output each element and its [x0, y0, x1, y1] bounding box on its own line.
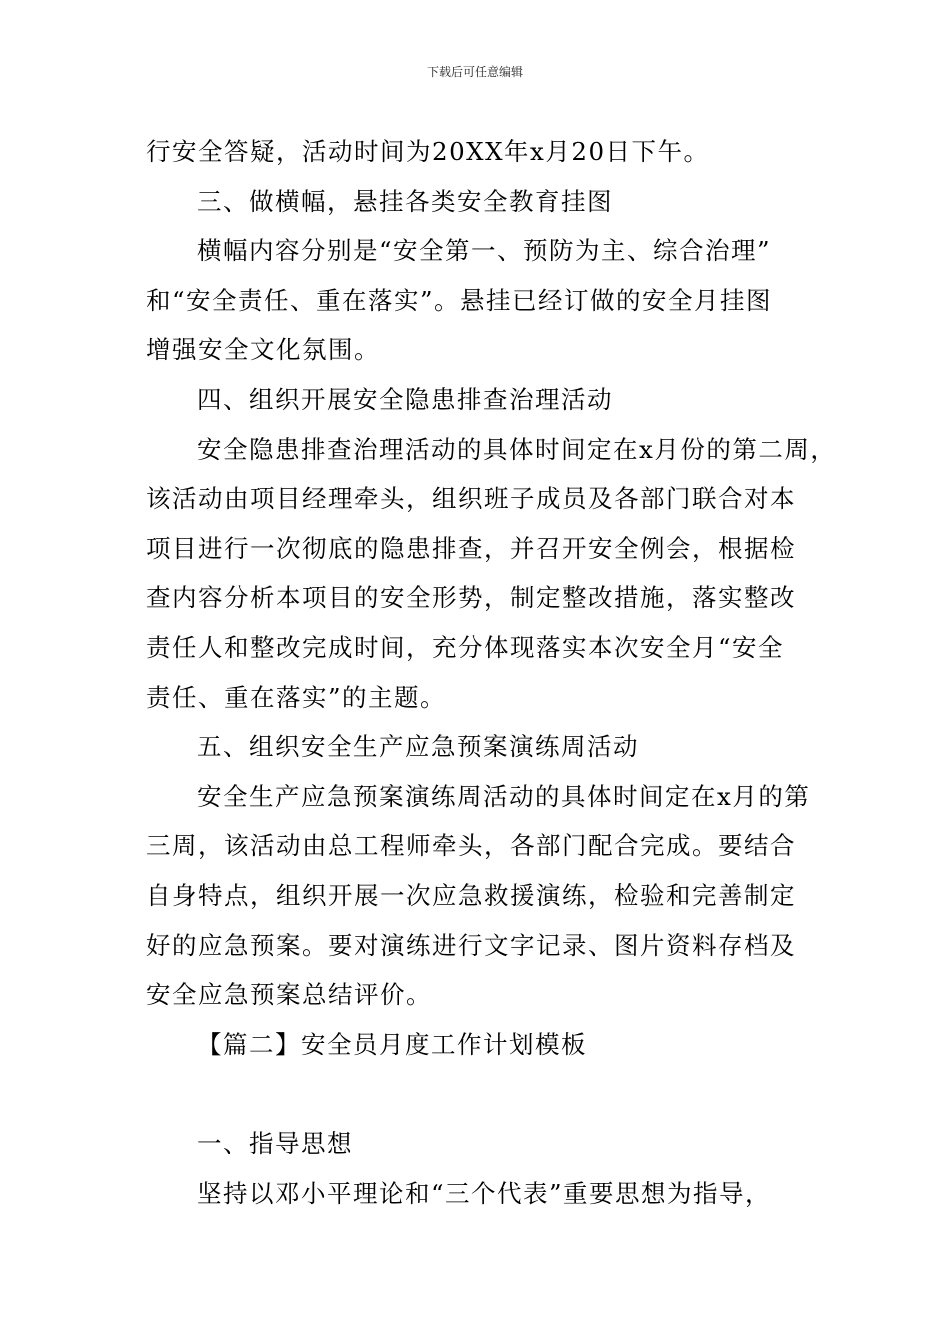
- document-body: [146, 127, 837, 1218]
- paragraph-start: 横幅内容分别是“安全第一、预防为主、综合治理”: [197, 236, 772, 266]
- text-line: 好的应急预案。要对演练进行文字记录、图片资料存档及: [146, 930, 796, 960]
- text-line: 自身特点，组织开展一次应急救援演练，检验和完善制定: [146, 880, 796, 910]
- text-line: 增强安全文化氛围。: [146, 335, 380, 365]
- section-heading: 五、组织安全生产应急预案演练周活动: [197, 732, 639, 762]
- page-header-note: 下载后可任意编辑: [426, 65, 523, 79]
- text-line: 安全应急预案总结评价。: [146, 980, 432, 1010]
- section-heading: 四、组织开展安全隐患排查治理活动: [197, 384, 613, 414]
- text-line: 该活动由项目经理牵头，组织班子成员及各部门联合对本: [146, 484, 796, 514]
- text-line: 行安全答疑，活动时间为20XX年x月20日下午。: [146, 137, 710, 166]
- text-line: 项目进行一次彻底的隐患排查，并召开安全例会，根据检: [146, 533, 796, 563]
- text-line: 和“安全责任、重在落实”。悬挂已经订做的安全月挂图: [146, 285, 773, 315]
- text-line: 责任人和整改完成时间，充分体现落实本次安全月“安全: [146, 632, 785, 662]
- text-line: 查内容分析本项目的安全形势，制定整改措施，落实整改: [146, 583, 796, 613]
- paragraph-start: 安全隐患排查治理活动的具体时间定在x月份的第二周，: [197, 434, 837, 464]
- blank-line: [146, 1069, 814, 1119]
- paragraph-start: 安全生产应急预案演练周活动的具体时间定在x月的第: [197, 781, 811, 811]
- text-line: 三周，该活动由总工程师牵头，各部门配合完成。要结合: [146, 831, 796, 861]
- article-title: 【篇二】安全员月度工作计划模板: [197, 1029, 587, 1059]
- section-heading: 一、指导思想: [197, 1129, 353, 1159]
- section-heading: 三、做横幅，悬挂各类安全教育挂图: [197, 186, 613, 216]
- paragraph-start: 坚持以邓小平理论和“三个代表”重要思想为指导，: [197, 1178, 772, 1208]
- text-line: 责任、重在落实”的主题。: [146, 682, 447, 712]
